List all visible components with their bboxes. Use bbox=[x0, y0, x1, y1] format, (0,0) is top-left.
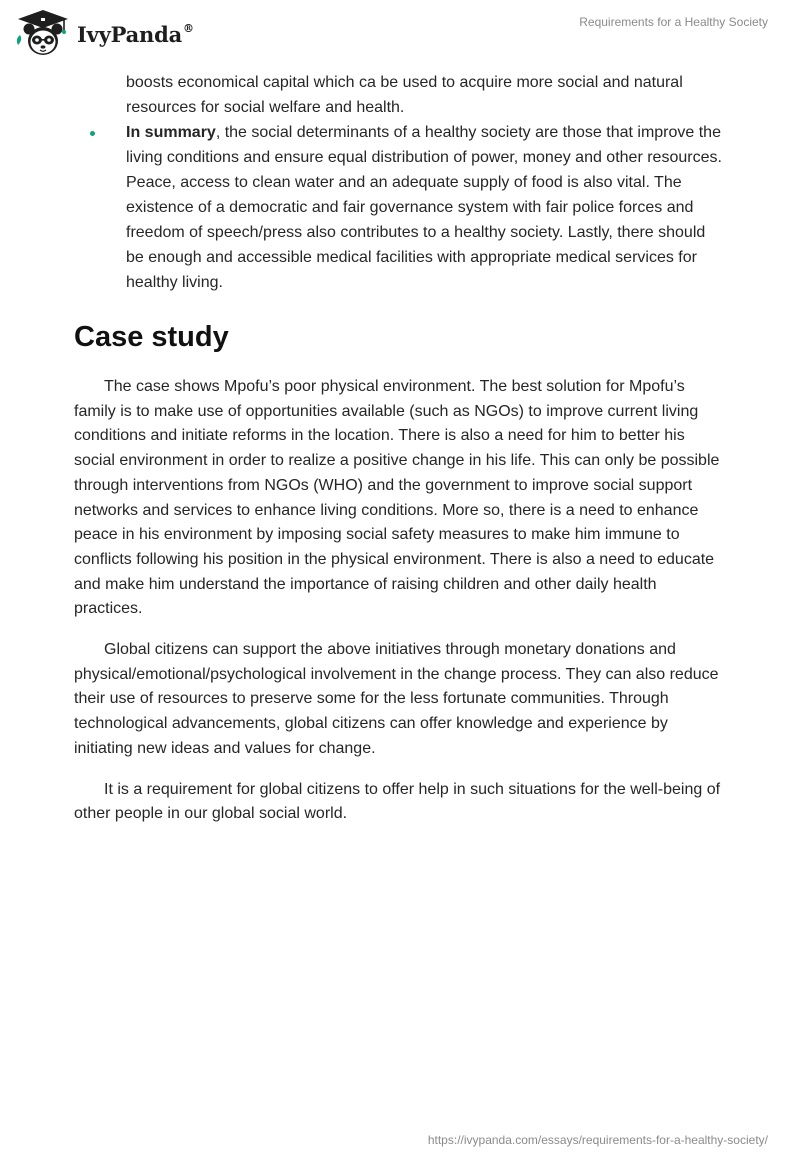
brand-logo[interactable] bbox=[14, 9, 194, 57]
page-header bbox=[0, 0, 800, 70]
bullet-lead: In summary bbox=[126, 124, 216, 141]
page-title: Requirements for a Healthy Society bbox=[579, 15, 768, 29]
paragraph: The case shows Mpofu’s poor physical environment. The best solution for Mpofu’s family is to make use of opportunities available (such as NGOs) to improve current living conditions and initiate reforms in the location. There is also a need for him to better his social environment in order to realize a positive change in his life. This can only be possible through interventions from NGOs (WHO) and the government to improve social support networks and services to enhance living conditions. More so, there is a need to enhance peace in his environment by imposing social safety measures to make him immune to conflicts following his position in the physical environment. There is also a need to educate and make him understand the importance of raising children and other daily health practices. bbox=[74, 378, 720, 618]
paragraph: It is a requirement for global citizens to offer help in such situations for the well-being of other people in our global social world. bbox=[74, 780, 721, 823]
panda-graduate-icon bbox=[14, 9, 72, 57]
brand-name: IvyPanda® bbox=[77, 21, 194, 47]
bullet-list bbox=[74, 70, 726, 295]
paragraph: Global citizens can support the above initiatives through monetary donations and physical/emotional/psychological involvement in the change process. They can also reduce their use of resources to preserve some for the less fortunate communities. Through technological advancements, global citizens can offer knowledge and experience by initiating new ideas and values for change. bbox=[74, 641, 719, 757]
bullet-dot-icon bbox=[90, 131, 95, 136]
list-item bbox=[74, 120, 726, 295]
bullet-text: boosts economical capital which ca be used to acquire more social and natural resources for social welfare and health. bbox=[126, 74, 683, 116]
essay-content bbox=[74, 70, 726, 827]
list-item bbox=[74, 70, 726, 120]
bullet-text: , the social determinants of a healthy society are those that improve the living conditions and ensure equal distribution of power, money and other resources. Peace, access to clean water and an adequate supply of food is also vital. The existence of a democratic and fair governance system with fair police forces and freedom of speech/press also contributes to a healthy society. Lastly, there should be enough and accessible medical facilities with appropriate medical services for healthy living. bbox=[126, 124, 722, 291]
registered-mark: ® bbox=[183, 21, 194, 35]
source-url[interactable]: https://ivypanda.com/essays/requirements-for-a-healthy-society/ bbox=[427, 1133, 768, 1147]
section-heading: Case study bbox=[74, 321, 229, 353]
